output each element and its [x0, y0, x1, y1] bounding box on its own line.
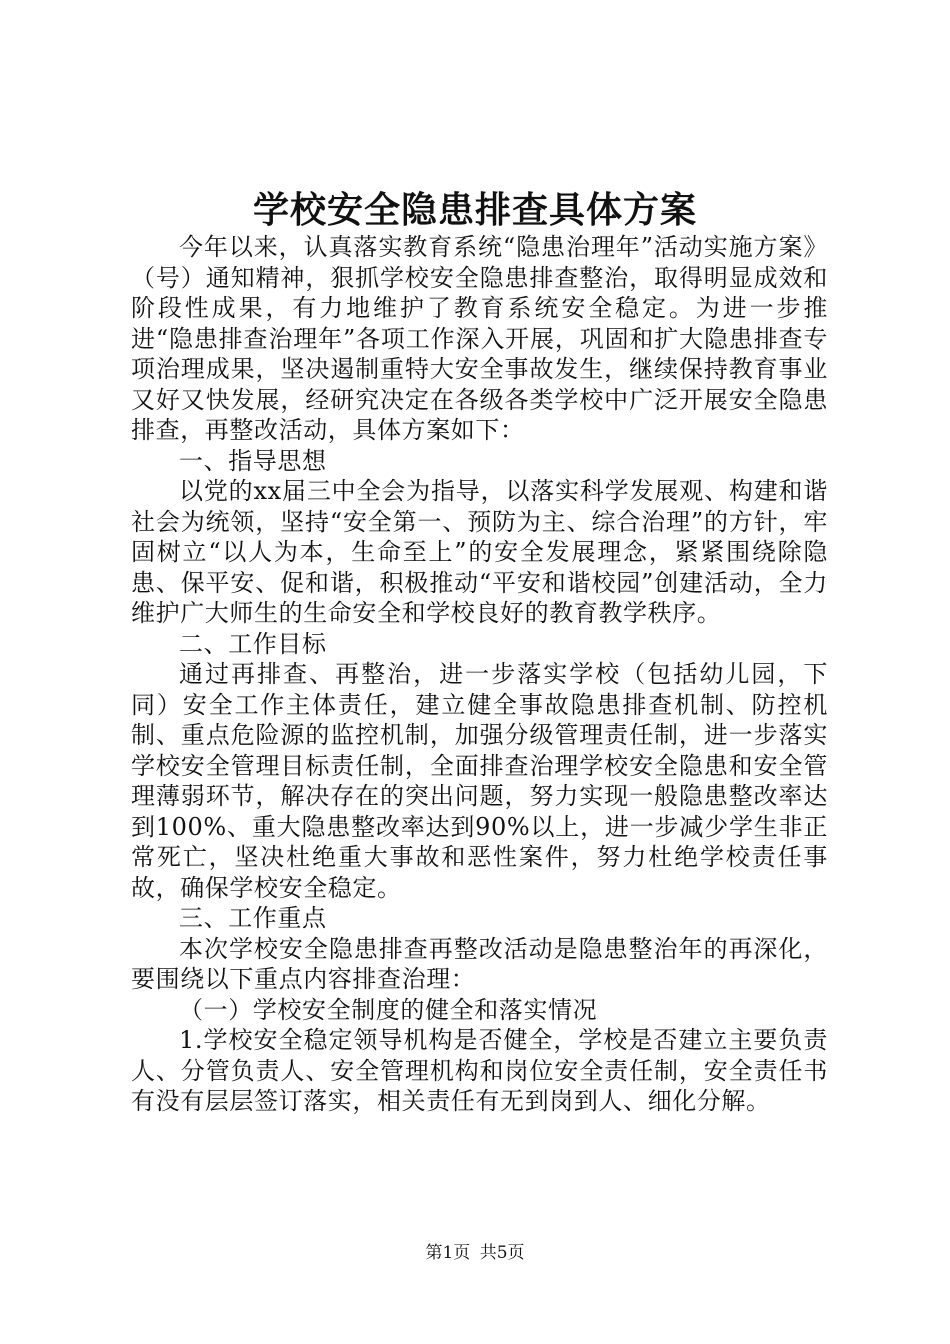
total-pages: 共5页	[479, 1243, 525, 1263]
subsection-heading-safety-system: （一）学校安全制度的健全和落实情况	[179, 995, 598, 1024]
section-heading-work-focus: 三、工作重点	[179, 904, 327, 932]
paragraph-intro: 今年以来，认真落实教育系统“隐患治理年”活动实施方案》（号）通知精神，狠抓学校安全隐患排查整治，取得明显成效和阶段性成果，有力地维护了教育系统安全稳定。为进一步推进“隐患排查治理年”各项工作深入开展，巩固和扩大隐患排查专项治理成果，坚决遏制重特大安全事故发生，继续保持教育事业又好又快发展，经研究决定在各级各类学校中广泛开展安全隐患排查，再整改活动，具体方案如下：	[131, 233, 828, 444]
page-footer	[0, 1242, 950, 1264]
paragraph-guiding-ideology: 以党的xx届三中全会为指导，以落实科学发展观、构建和谐社会为统领，坚持“安全第一、预防为主、综合治理”的方针，牢固树立“以人为本，生命至上”的安全发展理念，紧紧围绕除隐患、保平安、促和谐，积极推动“平安和谐校园”创建活动，全力维护广大师生的生命安全和学校良好的教育教学秩序。	[131, 477, 828, 627]
document-body	[131, 232, 828, 1117]
section-heading-guiding-ideology: 一、指导思想	[179, 446, 327, 475]
paragraph-work-focus: 本次学校安全隐患排查再整改活动是隐患整治年的再深化，要围绕以下重点内容排查治理：	[131, 934, 828, 993]
paragraph-work-goals: 通过再排查、再整治，进一步落实学校（包括幼儿园，下同）安全工作主体责任，建立健全事故隐患排查机制、防控机制、重点危险源的监控机制，加强分级管理责任制，进一步落实学校安全管理目标责任制，全面排查治理学校安全隐患和安全管理薄弱环节，解决存在的突出问题，努力实现一般隐患整改率达到100%、重大隐患整改率达到90%以上，进一步减少学生非正常死亡，坚决杜绝重大事故和恶性案件，努力杜绝学校责任事故，确保学校安全稳定。	[131, 660, 828, 902]
section-heading-work-goals: 二、工作目标	[179, 629, 327, 658]
page-number: 第1页	[425, 1243, 471, 1263]
paragraph-item-1: 1.学校安全稳定领导机构是否健全，学校是否建立主要负责人、分管负责人、安全管理机构和岗位安全责任制，安全责任书有没有层层签订落实，相关责任有无到岗到人、细化分解。	[131, 1026, 828, 1115]
document-title: 学校安全隐患排查具体方案	[252, 189, 697, 231]
